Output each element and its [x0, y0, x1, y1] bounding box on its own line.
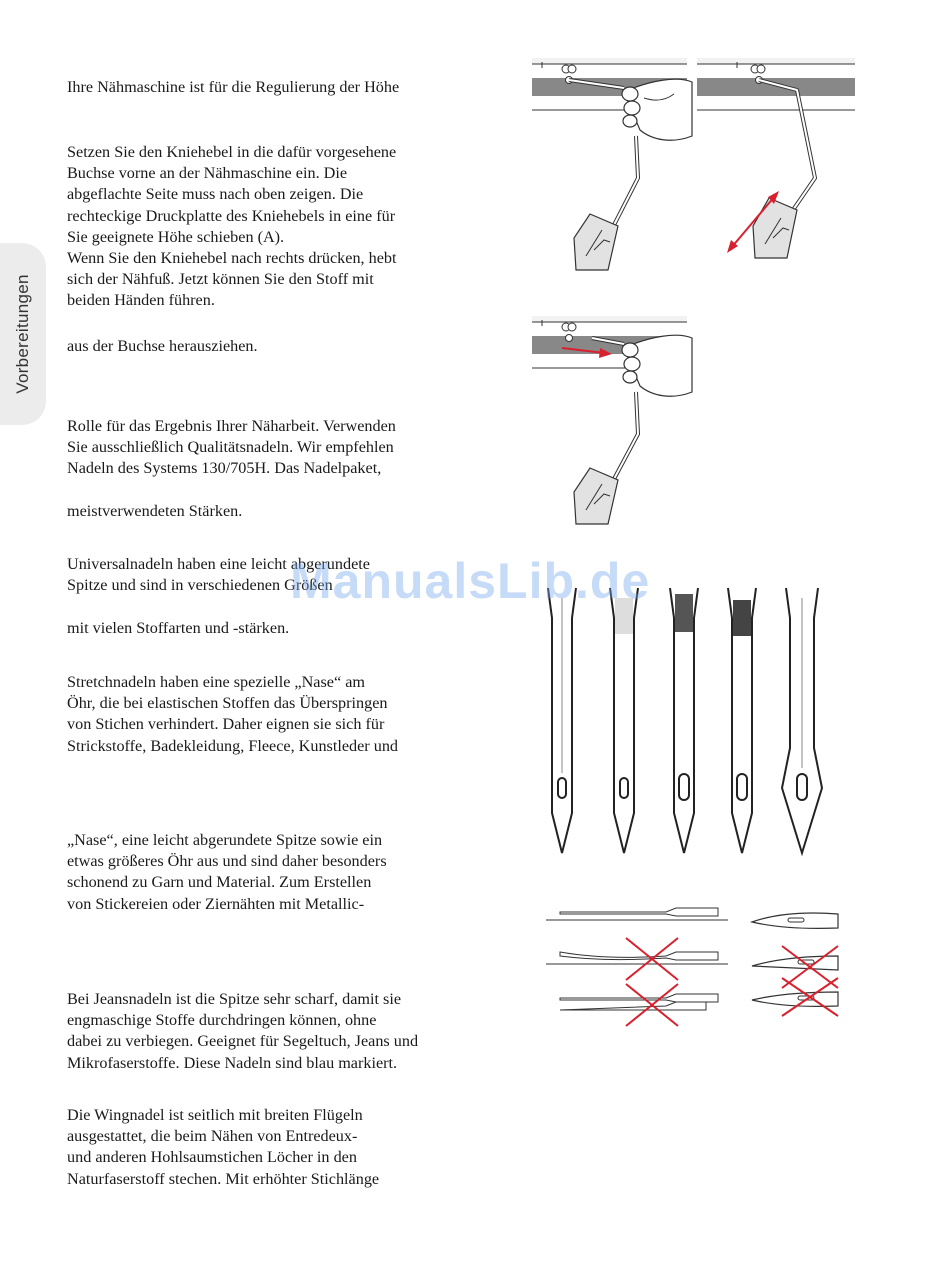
- text-line: „Nase“, eine leicht abgerundete Spitze sowie ein: [67, 831, 383, 849]
- needle-types-illustration: [540, 588, 830, 858]
- text-paragraph-1: [67, 77, 477, 98]
- text-line: schonend zu Garn und Material. Zum Erstellen: [67, 873, 372, 892]
- text-paragraph-5: [67, 501, 477, 522]
- text-paragraph-2: [67, 142, 477, 312]
- text-line: dabei zu verbiegen. Geeignet für Segeltuch, Jeans und: [67, 1032, 419, 1051]
- text-line: Wenn Sie den Kniehebel nach rechts drücken, hebt: [67, 249, 397, 268]
- text-line: aus der Buchse herausziehen.: [67, 337, 258, 355]
- text-line: Naturfaserstoff stechen. Mit erhöhter Stichlänge: [67, 1169, 380, 1188]
- text-line: Rolle für das Ergebnis Ihrer Näharbeit. Verwenden: [67, 417, 396, 435]
- text-paragraph-11: [67, 1105, 477, 1190]
- text-paragraph-3: [67, 336, 477, 357]
- bent-needle-check-illustration: [546, 900, 841, 1030]
- chapter-side-tab-label: Vorbereitungen: [13, 274, 32, 394]
- text-line: Sie ausschließlich Qualitätsnadeln. Wir empfehlen: [67, 438, 394, 457]
- text-line: abgeflachte Seite muss nach oben zeigen. Die: [67, 185, 364, 204]
- text-line: Strickstoffe, Badekleidung, Fleece, Kunstleder und: [67, 736, 399, 755]
- text-line: Bei Jeansnadeln ist die Spitze sehr scharf, damit sie: [67, 990, 402, 1008]
- wing-needle: [782, 588, 822, 853]
- text-line: Spitze und sind in verschiedenen Größen: [67, 576, 333, 595]
- text-line: Nadeln des Systems 130/705H. Das Nadelpaket,: [67, 459, 382, 478]
- jeans-needle: [728, 588, 756, 853]
- stretch-needle: [610, 588, 638, 853]
- text-line: Buchse vorne an der Nähmaschine ein. Die: [67, 164, 348, 183]
- knee-lever-insert-illustration: [532, 58, 692, 283]
- text-line: von Stickereien oder Ziernähten mit Metallic-: [67, 894, 365, 913]
- text-line: Mikrofaserstoffe. Diese Nadeln sind blau markiert.: [67, 1053, 398, 1072]
- text-line: beiden Händen führen.: [67, 291, 215, 310]
- text-paragraph-10: [67, 989, 477, 1074]
- knee-lever-adjust-illustration: [697, 58, 857, 283]
- chapter-side-tab[interactable]: [0, 243, 46, 425]
- text-line: Sie geeignete Höhe schieben (A).: [67, 227, 285, 246]
- watermark: ManualsLib.de: [290, 553, 651, 609]
- text-line: meistverwendeten Stärken.: [67, 502, 243, 520]
- text-paragraph-4: [67, 416, 477, 480]
- text-line: Universalnadeln haben eine leicht abgerundete: [67, 555, 370, 573]
- text-line: und anderen Hohlsaumstichen Löcher in den: [67, 1148, 357, 1167]
- text-line: von Stichen verhindert. Daher eignen sie sich für: [67, 715, 385, 734]
- text-line: Öhr, die bei elastischen Stoffen das Überspringen: [67, 694, 388, 713]
- text-line: sich der Nähfuß. Jetzt können Sie den Stoff mit: [67, 270, 374, 289]
- text-line: etwas größeres Öhr aus und sind daher besonders: [67, 852, 387, 871]
- text-paragraph-9: [67, 830, 477, 915]
- text-line: Ihre Nähmaschine ist für die Regulierung der Höhe: [67, 78, 400, 96]
- text-line: Stretchnadeln haben eine spezielle „Nase“ am: [67, 673, 365, 691]
- text-line: Die Wingnadel ist seitlich mit breiten Flügeln: [67, 1106, 363, 1124]
- universal-needle: [548, 588, 576, 853]
- knee-lever-remove-illustration: [532, 316, 692, 531]
- text-line: engmaschige Stoffe durchdringen können, ohne: [67, 1011, 377, 1030]
- text-line: ausgestattet, die beim Nähen von Entredeux-: [67, 1127, 358, 1146]
- text-paragraph-8: [67, 672, 477, 757]
- text-line: rechteckige Druckplatte des Kniehebels in eine für: [67, 206, 396, 225]
- text-paragraph-7: [67, 618, 477, 639]
- text-line: Setzen Sie den Kniehebel in die dafür vorgesehene: [67, 143, 397, 161]
- embroidery-needle: [670, 588, 698, 853]
- text-line: mit vielen Stoffarten und -stärken.: [67, 619, 290, 637]
